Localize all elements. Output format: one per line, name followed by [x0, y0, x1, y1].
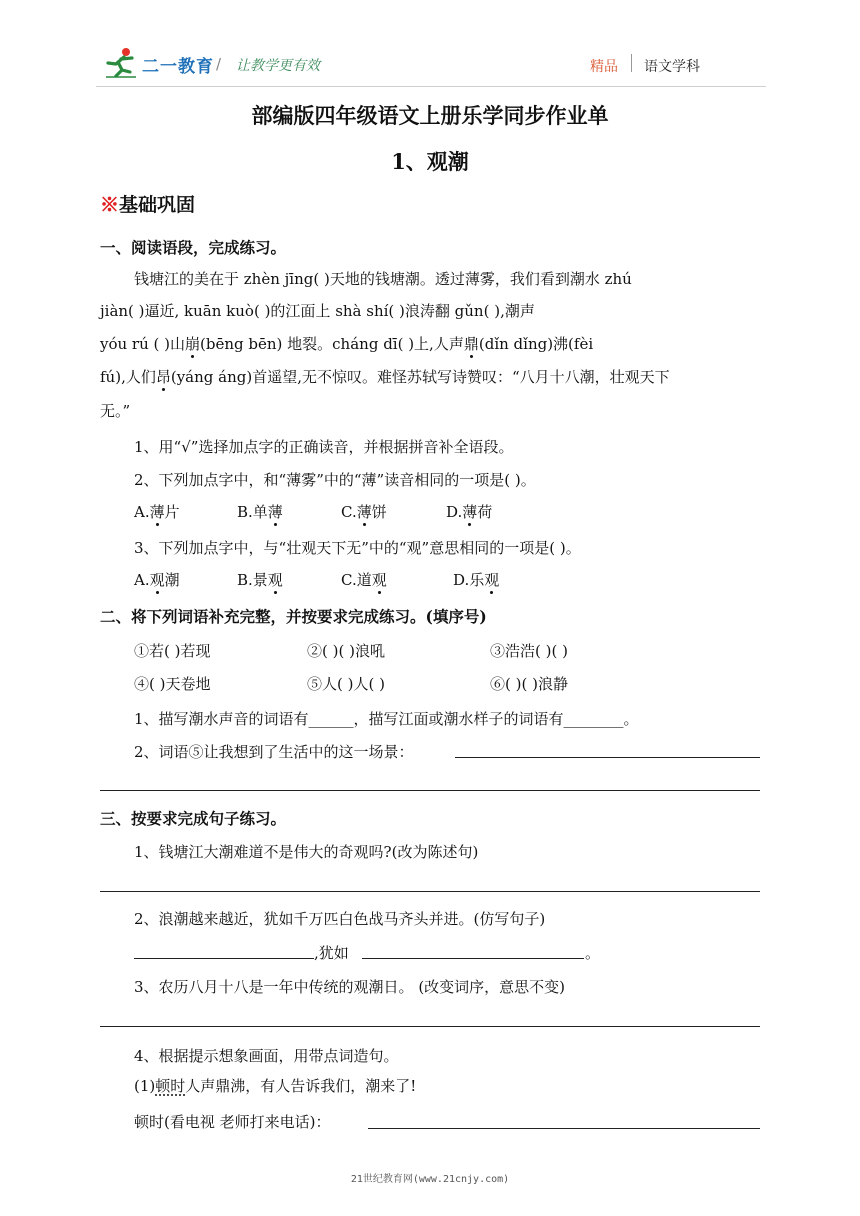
q3-sub-1: 1、钱塘江大潮难道不是伟大的奇观吗?(改为陈述句)	[134, 843, 479, 861]
q1-p3-part-a: yóu rú ( )山	[100, 335, 186, 353]
page-title: 部编版四年级语文上册乐学同步作业单	[251, 103, 609, 128]
q1-sub-2-option-a	[134, 501, 180, 522]
item-number: (1)	[134, 1077, 156, 1095]
option-prefix: A.	[134, 571, 150, 589]
q2-sub-2: 2、词语⑤让我想到了生活中的这一场景：	[134, 743, 414, 761]
answer-line[interactable]	[100, 1026, 760, 1027]
q3-sub-2-connector: ,犹如	[314, 944, 349, 962]
q3-sub-4-2: 顿时(看电视 老师打来电话)：	[134, 1113, 331, 1131]
option-rest: 潮	[164, 571, 180, 589]
q1-para-line-1: 钱塘江的美在于 zhèn jīng( )天地的钱塘潮。透过薄雾，我们看到潮水 zhú	[134, 270, 632, 288]
q2-word-2: ②( )( )浪吼	[307, 642, 385, 660]
option-prefix: D.乐	[453, 571, 485, 589]
dotted-char: 薄	[149, 503, 165, 521]
option-prefix: A.	[134, 503, 150, 521]
dotted-char: 观	[484, 571, 500, 589]
option-rest: 片	[164, 503, 180, 521]
dotted-char: 昂	[155, 368, 171, 386]
q1-sub-2: 2、下列加点字中，和“薄雾”中的“薄”读音相同的一项是( )。	[134, 471, 536, 489]
dotted-char: 崩	[185, 335, 201, 353]
q1-p4-part-b: (yáng áng)首遥望,无不惊叹。难怪苏轼写诗赞叹：“八月十八潮，壮观天下	[170, 368, 670, 386]
section-basic-heading	[100, 190, 195, 217]
logo-runner-icon	[104, 46, 138, 78]
q1-sub-3-option-c	[341, 569, 387, 590]
q1-sub-3-option-d	[453, 569, 499, 590]
section-basic-text: 基础巩固	[119, 194, 196, 216]
item-text: 人声鼎沸，有人告诉我们，潮来了!	[185, 1077, 417, 1095]
q2-sub-1: 1、描写潮水声音的词语有______，描写江面或潮水样子的词语有________。	[134, 710, 639, 728]
dotted-char: 薄	[267, 503, 283, 521]
option-prefix: D.	[446, 503, 463, 521]
lesson-title: 1、观潮	[391, 149, 469, 174]
answer-line[interactable]	[100, 790, 760, 791]
q1-para-line-4	[100, 366, 670, 387]
q1-heading: 一、阅读语段，完成练习。	[100, 238, 287, 257]
dotted-char: 薄	[462, 503, 478, 521]
q2-word-1: ①若( )若现	[134, 642, 211, 660]
q3-heading: 三、按要求完成句子练习。	[100, 809, 287, 828]
q2-word-4: ④( )天卷地	[134, 675, 211, 693]
q1-sub-2-option-d	[446, 501, 492, 522]
logo-text: 二一教育	[142, 57, 214, 77]
q1-sub-3-option-a	[134, 569, 180, 590]
q1-p4-part-a: fú),人们	[100, 368, 156, 386]
q1-sub-2-option-c	[341, 501, 387, 522]
dotted-word: 顿时	[155, 1077, 186, 1095]
q1-para-line-2: jiàn( )逼近, kuān kuò( )的江面上 shà shí( )浪涛翻 gǔn( ),潮声	[100, 302, 535, 320]
footer-source: 21世纪教育网(www.21cnjy.com)	[350, 1174, 510, 1185]
answer-line[interactable]	[100, 891, 760, 892]
answer-line[interactable]	[368, 1128, 760, 1129]
q1-sub-2-option-b	[237, 501, 283, 522]
dotted-char: 观	[371, 571, 387, 589]
q3-sub-4-1	[134, 1075, 416, 1096]
q2-heading: 二、将下列词语补充完整，并按要求完成练习。(填序号)	[100, 607, 487, 626]
label-subject: 语文学科	[644, 59, 700, 75]
header-divider: /	[216, 55, 222, 73]
option-rest: 荷	[477, 503, 493, 521]
q2-word-6: ⑥( )( )浪静	[490, 675, 568, 693]
q1-sub-1: 1、用“√”选择加点字的正确读音，并根据拼音补全语段。	[134, 438, 514, 456]
dotted-char: 观	[149, 571, 165, 589]
option-rest: 饼	[371, 503, 387, 521]
dotted-char: 薄	[356, 503, 372, 521]
answer-line[interactable]	[134, 958, 314, 959]
q1-sub-3: 3、下列加点字中，与“壮观天下无”中的“观”意思相同的一项是( )。	[134, 539, 581, 557]
option-prefix: C.道	[341, 571, 372, 589]
q1-para-line-3	[100, 333, 593, 354]
q1-sub-3-option-b	[237, 569, 283, 590]
q2-word-3: ③浩浩( )( )	[490, 642, 568, 660]
answer-line[interactable]	[455, 757, 760, 758]
q3-sub-2: 2、浪潮越来越近，犹如千万匹白色战马齐头并进。(仿写句子)	[134, 910, 546, 928]
q3-sub-3: 3、农历八月十八是一年中传统的观潮日。 (改变词序，意思不变)	[134, 978, 566, 996]
header-rule	[96, 86, 766, 87]
q2-word-5: ⑤人( )人( )	[307, 675, 385, 693]
answer-line[interactable]	[362, 958, 584, 959]
header-separator	[631, 54, 632, 72]
q1-para-line-5: 无。”	[100, 402, 131, 420]
q3-sub-2-end: 。	[585, 944, 601, 962]
q1-p3-part-b: (bēng bēn) 地裂。cháng dī( )上,人声	[200, 335, 464, 353]
slogan: 让教学更有效	[236, 58, 320, 74]
reference-mark: ※	[100, 194, 120, 216]
option-prefix: B.景	[237, 571, 268, 589]
option-prefix: C.	[341, 503, 357, 521]
option-prefix: B.单	[237, 503, 268, 521]
q1-p3-part-c: (dǐn dǐng)沸(fèi	[478, 335, 594, 353]
dotted-char: 观	[267, 571, 283, 589]
dotted-char: 鼎	[463, 335, 479, 353]
q3-sub-4: 4、根据提示想象画面，用带点词造句。	[134, 1047, 399, 1065]
label-jingpin: 精品	[590, 59, 618, 75]
